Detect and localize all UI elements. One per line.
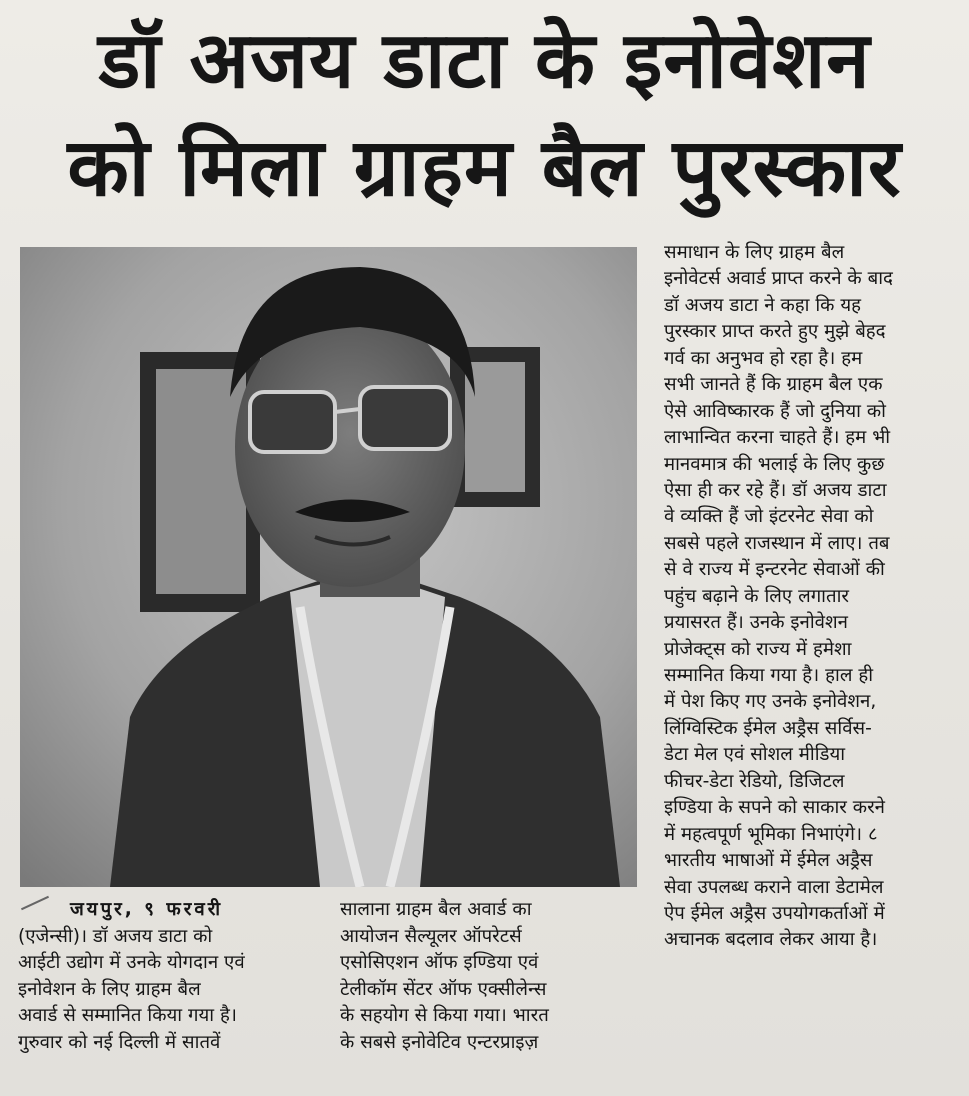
text-line: इण्डिया के सपने को साकार करने — [664, 797, 885, 819]
text-line: अवार्ड से सम्मानित किया गया है। — [18, 1005, 237, 1027]
text-line: पहुंच बढ़ाने के लिए लगातार — [664, 585, 849, 607]
text-line: वे व्यक्ति हैं जो इंटरनेट सेवा को — [664, 506, 874, 528]
text-line: के सबसे इनोवेटिव एन्टरप्राइज़ — [340, 1031, 539, 1053]
text-line: एसोसिएशन ऑफ इण्डिया एवं — [340, 952, 539, 974]
text-line: लिंग्विस्टिक ईमेल अड्रैस सर्विस- — [664, 717, 872, 739]
text-line: आईटी उद्योग में उनके योगदान एवं — [18, 952, 245, 974]
text-line: सभी जानते हैं कि ग्राहम बैल एक — [664, 374, 883, 396]
headline-line-1: डॉ अजय डाटा के इनोवेशन — [98, 16, 871, 106]
text-line: डेटा मेल एवं सोशल मीडिया — [664, 744, 846, 766]
text-line: आयोजन सैल्यूलर ऑपरेटर्स — [340, 925, 522, 947]
text-line: में पेश किए गए उनके इनोवेशन, — [664, 691, 877, 713]
article-column-middle — [340, 897, 636, 1057]
article-column-right — [664, 240, 962, 954]
text-line: में महत्वपूर्ण भूमिका निभाएंगे। ८ — [664, 823, 878, 845]
article-column-left — [18, 897, 308, 1057]
text-line: प्रयासरत हैं। उनके इनोवेशन — [664, 612, 848, 634]
text-line: (एजेन्सी)। डॉ अजय डाटा को — [18, 925, 213, 947]
text-line: गर्व का अनुभव हो रहा है। हम — [664, 347, 863, 369]
text-line: समाधान के लिए ग्राहम बैल — [664, 242, 845, 263]
text-line: प्रोजेक्ट्स को राज्य में हमेशा — [664, 638, 852, 660]
text-line: भारतीय भाषाओं में ईमेल अड्रैस — [664, 850, 873, 872]
text-line: लाभान्वित करना चाहते हैं। हम भी — [664, 427, 891, 449]
text-line: सबसे पहले राजस्थान में लाए। तब — [664, 532, 890, 554]
text-line: पुरस्कार प्राप्त करते हुए मुझे बेहद — [664, 321, 886, 343]
text-line: ऐसे आविष्कारक हैं जो दुनिया को — [664, 400, 886, 422]
headline-line-2: को मिला ग्राहम बैल पुरस्कार — [67, 121, 902, 214]
text-line: इनोवेशन के लिए ग्राहम बैल — [18, 978, 201, 1000]
text-line: ऐप ईमेल अड्रैस उपयोगकर्ताओं में — [664, 902, 885, 924]
text-line: ऐसा ही कर रहे हैं। डॉ अजय डाटा — [664, 479, 887, 501]
text-line: डॉ अजय डाटा ने कहा कि यह — [664, 294, 862, 316]
text-line: इनोवेटर्स अवार्ड प्राप्त करने के बाद — [664, 268, 893, 290]
text-line: गुरुवार को नई दिल्ली में सातवें — [18, 1031, 221, 1053]
text-line: से वे राज्य में इन्टरनेट सेवाओं की — [664, 559, 885, 581]
text-line: सेवा उपलब्ध कराने वाला डेटामेल — [664, 876, 884, 898]
text-line: के सहयोग से किया गया। भारत — [340, 1005, 549, 1027]
text-line: फीचर-डेटा रेडियो, डिजिटल — [664, 770, 845, 792]
text-line: टेलीकॉम सेंटर ऑफ एक्सीलेन्स — [340, 978, 547, 1000]
dateline: जयपुर, ९ फरवरी — [70, 899, 224, 920]
text-line: अचानक बदलाव लेकर आया है। — [664, 929, 878, 951]
portrait-photo — [20, 247, 637, 887]
text-line: सम्मानित किया गया है। हाल ही — [664, 665, 874, 686]
text-line: सालाना ग्राहम बैल अवार्ड का — [340, 899, 532, 920]
text-line: मानवमात्र की भलाई के लिए कुछ — [664, 453, 885, 475]
